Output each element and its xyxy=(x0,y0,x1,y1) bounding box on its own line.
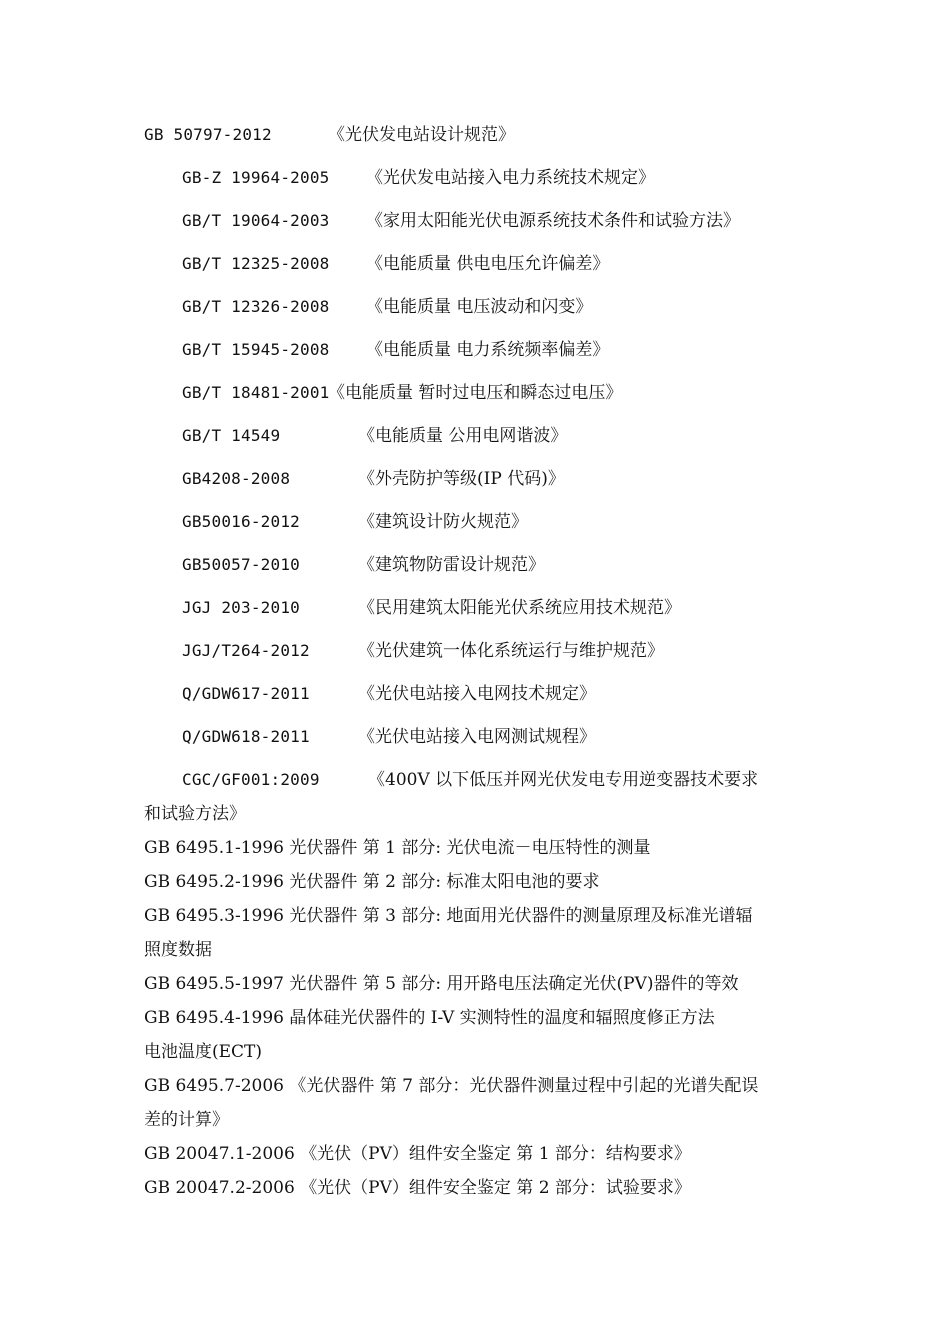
standard-title: 《建筑设计防火规范》 xyxy=(358,512,528,532)
entry-line-6: GB 6495.4-1996 晶体硅光伏器件的 I-V 实测特性的温度和辐照度修正方法 xyxy=(144,1008,715,1028)
standard-line-9 xyxy=(182,468,565,490)
standard-title: 《建筑物防雷设计规范》 xyxy=(358,555,545,575)
standard-code: GB50057-2010 xyxy=(182,555,300,574)
standard-code: GB50016-2012 xyxy=(182,512,300,531)
standard-code: GB/T 18481-2001 xyxy=(182,383,330,402)
entry-line-1: GB 6495.1-1996 光伏器件 第 1 部分: 光伏电流－电压特性的测量 xyxy=(144,838,651,858)
standard-title: 《电能质量 电压波动和闪变》 xyxy=(366,297,593,317)
continuation-text: 和试验方法》 xyxy=(144,804,246,824)
standard-code: GB-Z 19964-2005 xyxy=(182,168,330,187)
standard-title: 《电能质量 电力系统频率偏差》 xyxy=(366,340,610,360)
entry-line-9: 差的计算》 xyxy=(144,1110,229,1130)
standard-line-4 xyxy=(182,253,610,275)
standard-code: GB/T 12326-2008 xyxy=(182,297,330,316)
standard-code: CGC/GF001:2009 xyxy=(182,770,320,789)
standard-line-13 xyxy=(182,640,664,662)
standard-title: 《家用太阳能光伏电源系统技术条件和试验方法》 xyxy=(366,211,740,231)
standard-line-10 xyxy=(182,511,528,533)
standard-code: Q/GDW617-2011 xyxy=(182,684,310,703)
standard-code: GB4208-2008 xyxy=(182,469,291,488)
entry-line-11: GB 20047.2-2006 《光伏（PV）组件安全鉴定 第 2 部分：试验要求》 xyxy=(144,1178,691,1198)
standard-code: GB/T 12325-2008 xyxy=(182,254,330,273)
standard-line-6 xyxy=(182,339,610,361)
standard-line-16 xyxy=(182,769,759,791)
entry-line-10: GB 20047.1-2006 《光伏（PV）组件安全鉴定 第 1 部分：结构要求》 xyxy=(144,1144,691,1164)
standard-code: JGJ/T264-2012 xyxy=(182,641,310,660)
standard-line-14 xyxy=(182,683,596,705)
standard-code: GB/T 19064-2003 xyxy=(182,211,330,230)
standard-line-11 xyxy=(182,554,545,576)
standard-line-8 xyxy=(182,425,568,447)
standard-title: 《光伏发电站设计规范》 xyxy=(328,125,515,145)
entry-line-7: 电池温度(ECT) xyxy=(144,1042,263,1062)
standard-title: 《光伏发电站接入电力系统技术规定》 xyxy=(366,168,655,188)
standard-code: GB 50797-2012 xyxy=(144,125,272,144)
entry-line-4: 照度数据 xyxy=(144,940,212,960)
standard-title: 《光伏电站接入电网测试规程》 xyxy=(358,727,596,747)
standard-line-5 xyxy=(182,296,593,318)
standard-title: 《电能质量 供电电压允许偏差》 xyxy=(366,254,610,274)
standard-line-2 xyxy=(182,167,655,189)
standard-title: 《400V 以下低压并网光伏发电专用逆变器技术要求 xyxy=(368,770,759,790)
standard-title: 《电能质量 公用电网谐波》 xyxy=(358,426,568,446)
entry-line-2: GB 6495.2-1996 光伏器件 第 2 部分: 标准太阳电池的要求 xyxy=(144,872,600,892)
standard-line-1 xyxy=(144,124,515,146)
entry-line-3: GB 6495.3-1996 光伏器件 第 3 部分: 地面用光伏器件的测量原理及标准光谱辐 xyxy=(144,906,753,926)
standard-line-7 xyxy=(182,382,623,404)
entry-line-5: GB 6495.5-1997 光伏器件 第 5 部分: 用开路电压法确定光伏(PV)器件的等效 xyxy=(144,974,739,994)
standard-line-15 xyxy=(182,726,596,748)
standard-title: 《电能质量 暂时过电压和瞬态过电压》 xyxy=(328,383,623,403)
standard-code: Q/GDW618-2011 xyxy=(182,727,310,746)
standard-title: 《外壳防护等级(IP 代码)》 xyxy=(358,469,565,489)
standard-line-12 xyxy=(182,597,681,619)
standard-title: 《光伏建筑一体化系统运行与维护规范》 xyxy=(358,641,664,661)
standard-title: 《光伏电站接入电网技术规定》 xyxy=(358,684,596,704)
entry-line-8: GB 6495.7-2006 《光伏器件 第 7 部分：光伏器件测量过程中引起的光谱失配误 xyxy=(144,1076,759,1096)
standard-code: GB/T 14549 xyxy=(182,426,281,445)
standard-title: 《民用建筑太阳能光伏系统应用技术规范》 xyxy=(358,598,681,618)
standard-code: JGJ 203-2010 xyxy=(182,598,300,617)
continuation-line xyxy=(144,803,246,825)
standard-code: GB/T 15945-2008 xyxy=(182,340,330,359)
standard-line-3 xyxy=(182,210,740,232)
